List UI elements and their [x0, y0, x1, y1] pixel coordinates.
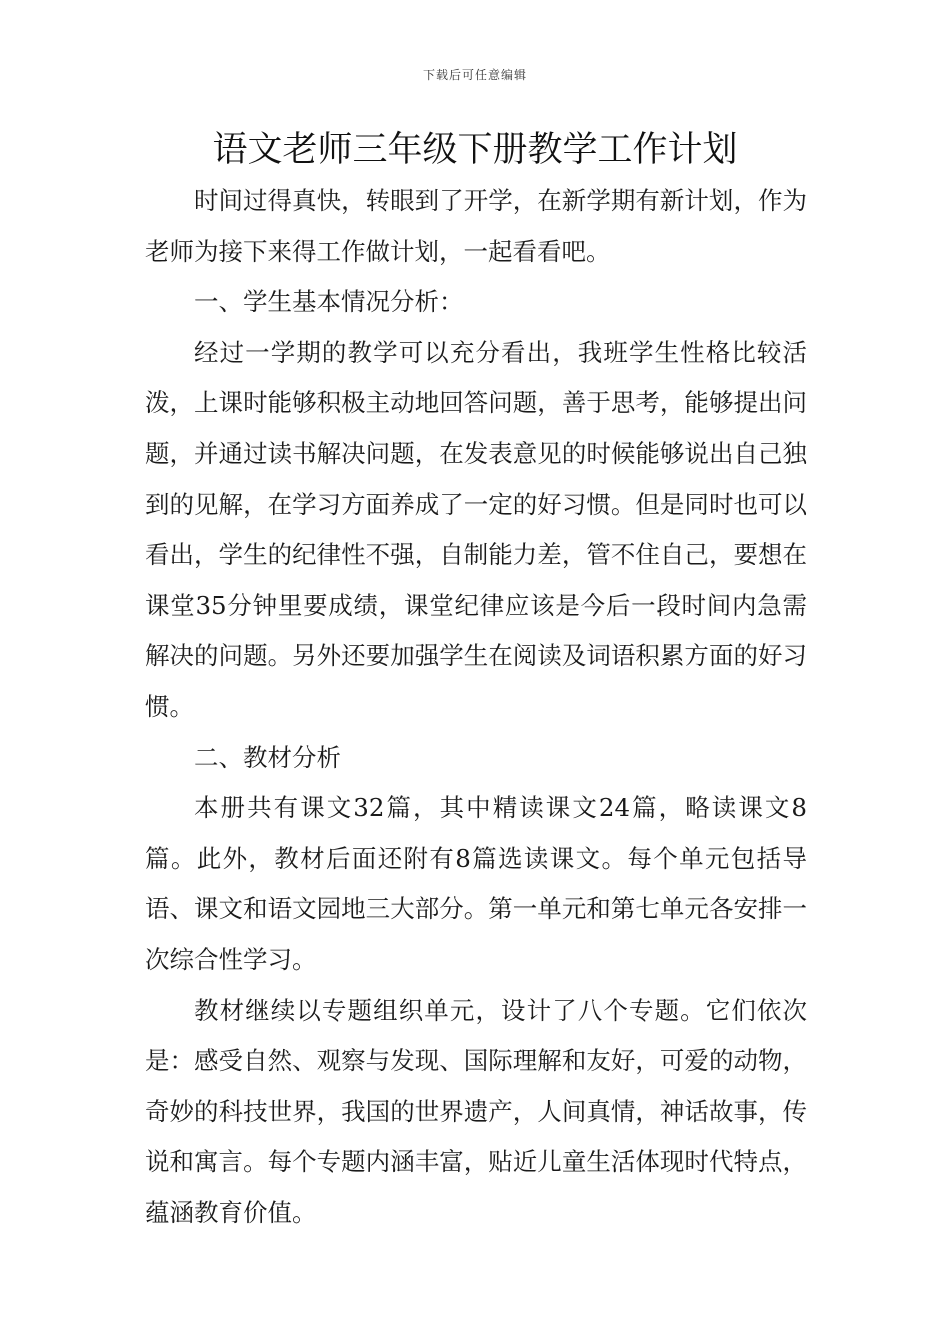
section-heading-student-analysis: 一、学生基本情况分析：: [194, 287, 464, 317]
textbook-analysis-paragraph: 本册共有课文32篇，其中精读课文24篇，略读课文8篇。此外，教材后面还附有8篇选读课文。每个单元包括导语、课文和语文园地三大部分。第一单元和第七单元各安排一次综合性学习。: [145, 793, 807, 974]
header-note: 下载后可任意编辑: [422, 68, 527, 82]
section-heading-textbook-analysis: 二、教材分析: [194, 742, 341, 772]
student-analysis-paragraph: 经过一学期的教学可以充分看出，我班学生性格比较活泼，上课时能够积极主动地回答问题，善于思考，能够提出问题，并通过读书解决问题，在发表意见的时候能够说出自己独到的见解，在学习方面养成了一定的好习惯。但是同时也可以看出，学生的纪律性不强，自制能力差，管不住自己，要想在课堂35分钟里要成绩，课堂纪律应该是今后一段时间内急需解决的问题。另外还要加强学生在阅读及词语积累方面的好习惯。: [145, 337, 807, 721]
document-body: [145, 176, 807, 1238]
document-title: 语文老师三年级下册教学工作计划: [212, 130, 738, 170]
themes-paragraph: 教材继续以专题组织单元，设计了八个专题。它们依次是：感受自然、观察与发现、国际理解和友好，可爱的动物，奇妙的科技世界，我国的世界遗产，人间真情，神话故事，传说和寓言。每个专题内涵丰富，贴近儿童生活体现时代特点，蕴涵教育价值。: [145, 995, 807, 1227]
intro-paragraph: 时间过得真快，转眼到了开学，在新学期有新计划，作为老师为接下来得工作做计划，一起看看吧。: [145, 186, 807, 266]
